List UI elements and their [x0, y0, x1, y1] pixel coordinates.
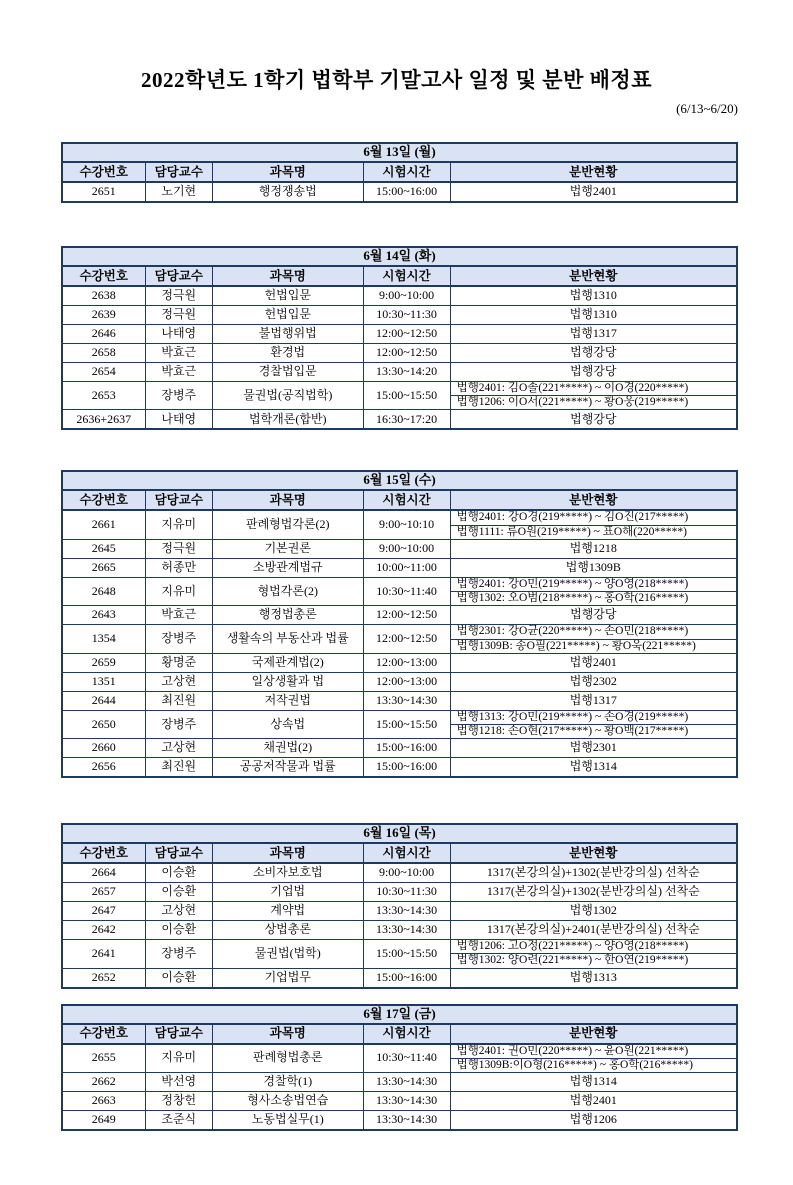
- exam-table-day-1: [61, 142, 738, 203]
- professor-cell: 최진원: [145, 691, 213, 710]
- exam-time-cell: 12:00~13:00: [363, 672, 450, 691]
- course-code-cell: 2658: [62, 344, 145, 363]
- course-code-cell: 2652: [62, 968, 145, 988]
- assignment-cell: 법행2401: [450, 653, 737, 672]
- exam-row: [62, 1073, 737, 1092]
- assignment-cell: 법행1302: 양O련(221*****) ~ 한O연(219*****): [450, 954, 737, 968]
- exam-row: [62, 344, 737, 363]
- assignment-cell: 법행1111: 류O원(219*****) ~ 표O해(220*****): [450, 525, 737, 539]
- professor-cell: 장병주: [145, 940, 213, 968]
- subject-cell: 행정법총론: [213, 606, 364, 625]
- exam-time-cell: 10:30~11:40: [363, 1044, 450, 1073]
- professor-cell: 정극원: [145, 539, 213, 558]
- column-header-1: 수강번호: [62, 162, 145, 182]
- exam-time-cell: 15:00~16:00: [363, 182, 450, 202]
- assignment-cell: 법행1317: [450, 325, 737, 344]
- exam-row: [62, 577, 737, 591]
- professor-cell: 지유미: [145, 577, 213, 605]
- subject-cell: 상속법: [213, 710, 364, 738]
- exam-time-cell: 15:00~15:50: [363, 940, 450, 968]
- exam-row: [62, 921, 737, 940]
- column-header-4: 시험시간: [363, 843, 450, 863]
- exam-row: [62, 940, 737, 954]
- assignment-cell: 법행1218: 손O현(217*****) ~ 황O백(217*****): [450, 724, 737, 738]
- professor-cell: 장병주: [145, 710, 213, 738]
- professor-cell: 박효근: [145, 606, 213, 625]
- exam-time-cell: 13:30~14:30: [363, 691, 450, 710]
- exam-time-cell: 10:30~11:30: [363, 883, 450, 902]
- professor-cell: 이승환: [145, 921, 213, 940]
- day-title: 6월 16일 (목): [62, 824, 737, 843]
- assignment-cell: 법행강당: [450, 606, 737, 625]
- subject-cell: 헌법입문: [213, 306, 364, 325]
- exam-time-cell: 13:30~14:30: [363, 1073, 450, 1092]
- professor-cell: 박선영: [145, 1073, 213, 1092]
- exam-row: [62, 606, 737, 625]
- column-header-2: 담당교수: [145, 162, 213, 182]
- course-code-cell: 2644: [62, 691, 145, 710]
- exam-time-cell: 12:00~12:50: [363, 606, 450, 625]
- assignment-cell: 1317(본강의실)+1302(분반강의실) 선착순: [450, 883, 737, 902]
- exam-time-cell: 13:30~14:30: [363, 1111, 450, 1131]
- assignment-cell: 법행1314: [450, 758, 737, 778]
- assignment-cell: 법행1310: [450, 286, 737, 306]
- subject-cell: 행정쟁송법: [213, 182, 364, 202]
- exam-row: [62, 863, 737, 883]
- course-code-cell: 2651: [62, 182, 145, 202]
- column-header-4: 시험시간: [363, 266, 450, 286]
- schedule-tables: [61, 142, 738, 1131]
- subject-cell: 법학개론(합반): [213, 410, 364, 430]
- course-code-cell: 2643: [62, 606, 145, 625]
- assignment-cell: 법행1206: 이O서(221*****) ~ 황O웅(219*****): [450, 396, 737, 410]
- exam-table-day-3: [61, 470, 738, 778]
- column-header-5: 분반현황: [450, 162, 737, 182]
- assignment-cell: 법행1309B:이O형(216*****) ~ 홍O학(216*****): [450, 1058, 737, 1072]
- column-header-4: 시험시간: [363, 1024, 450, 1044]
- exam-time-cell: 12:00~13:00: [363, 653, 450, 672]
- column-header-5: 분반현황: [450, 843, 737, 863]
- course-code-cell: 1351: [62, 672, 145, 691]
- professor-cell: 정극원: [145, 286, 213, 306]
- course-code-cell: 2636+2637: [62, 410, 145, 430]
- exam-row: [62, 182, 737, 202]
- subject-cell: 국제관계법(2): [213, 653, 364, 672]
- course-code-cell: 2654: [62, 363, 145, 382]
- course-code-cell: 2641: [62, 940, 145, 968]
- column-header-row: [62, 1024, 737, 1044]
- day-title-row: [62, 247, 737, 266]
- date-range-label: (6/13~6/20): [676, 101, 738, 116]
- exam-row: [62, 286, 737, 306]
- course-code-cell: 2647: [62, 902, 145, 921]
- day-title: 6월 15일 (수): [62, 471, 737, 490]
- subject-cell: 기업법: [213, 883, 364, 902]
- subject-cell: 기업법무: [213, 968, 364, 988]
- exam-time-cell: 15:00~16:00: [363, 968, 450, 988]
- exam-time-cell: 10:00~11:00: [363, 558, 450, 577]
- professor-cell: 최진원: [145, 758, 213, 778]
- exam-time-cell: 15:00~15:50: [363, 382, 450, 410]
- assignment-cell: 법행2401: 김O솔(221*****) ~ 이O경(220*****): [450, 382, 737, 396]
- day-title-row: [62, 471, 737, 490]
- course-code-cell: 2649: [62, 1111, 145, 1131]
- professor-cell: 나태영: [145, 410, 213, 430]
- exam-row: [62, 558, 737, 577]
- assignment-cell: 법행1302: 오O범(218*****) ~ 홍O학(216*****): [450, 592, 737, 606]
- exam-row: [62, 1092, 737, 1111]
- subject-cell: 불법행위법: [213, 325, 364, 344]
- assignment-cell: 법행1309B: [450, 558, 737, 577]
- column-header-row: [62, 843, 737, 863]
- exam-row: [62, 539, 737, 558]
- professor-cell: 나태영: [145, 325, 213, 344]
- exam-time-cell: 9:00~10:00: [363, 539, 450, 558]
- exam-row: [62, 672, 737, 691]
- exam-time-cell: 12:00~12:50: [363, 325, 450, 344]
- column-header-row: [62, 162, 737, 182]
- subject-cell: 물권법(법학): [213, 940, 364, 968]
- exam-row: [62, 325, 737, 344]
- professor-cell: 조준식: [145, 1111, 213, 1131]
- assignment-cell: 법행1302: [450, 902, 737, 921]
- course-code-cell: 2648: [62, 577, 145, 605]
- assignment-cell: 법행강당: [450, 363, 737, 382]
- assignment-cell: 법행강당: [450, 410, 737, 430]
- column-header-2: 담당교수: [145, 266, 213, 286]
- exam-row: [62, 363, 737, 382]
- course-code-cell: 2656: [62, 758, 145, 778]
- assignment-cell: 법행2302: [450, 672, 737, 691]
- assignment-cell: 법행1309B: 송O필(221*****) ~ 황O욱(221*****): [450, 639, 737, 653]
- column-header-1: 수강번호: [62, 1024, 145, 1044]
- exam-row: [62, 653, 737, 672]
- subject-cell: 판례형법각론(2): [213, 510, 364, 539]
- subject-cell: 공공저작물과 법률: [213, 758, 364, 778]
- course-code-cell: 2653: [62, 382, 145, 410]
- column-header-5: 분반현황: [450, 1024, 737, 1044]
- column-header-2: 담당교수: [145, 843, 213, 863]
- assignment-cell: 법행1206: 고O정(221*****) ~ 양O영(218*****): [450, 940, 737, 954]
- course-code-cell: 2663: [62, 1092, 145, 1111]
- exam-row: [62, 902, 737, 921]
- subject-cell: 환경법: [213, 344, 364, 363]
- exam-table-day-4: [61, 823, 738, 988]
- assignment-cell: 법행1218: [450, 539, 737, 558]
- exam-row: [62, 510, 737, 525]
- professor-cell: 장병주: [145, 382, 213, 410]
- exam-time-cell: 9:00~10:10: [363, 510, 450, 539]
- subject-cell: 일상생활과 법: [213, 672, 364, 691]
- subject-cell: 판례형법총론: [213, 1044, 364, 1073]
- day-title-row: [62, 143, 737, 162]
- column-header-2: 담당교수: [145, 490, 213, 510]
- column-header-3: 과목명: [213, 1024, 364, 1044]
- course-code-cell: 2662: [62, 1073, 145, 1092]
- exam-row: [62, 1111, 737, 1131]
- exam-time-cell: 9:00~10:00: [363, 863, 450, 883]
- course-code-cell: 2639: [62, 306, 145, 325]
- column-header-row: [62, 266, 737, 286]
- assignment-cell: 1317(본강의실)+1302(분반강의실) 선착순: [450, 863, 737, 883]
- column-header-1: 수강번호: [62, 490, 145, 510]
- exam-table-day-5: [61, 1004, 738, 1131]
- exam-row: [62, 1044, 737, 1059]
- subject-cell: 저작권법: [213, 691, 364, 710]
- assignment-cell: 법행2401: [450, 1092, 737, 1111]
- assignment-cell: 법행1314: [450, 1073, 737, 1092]
- course-code-cell: 2655: [62, 1044, 145, 1073]
- professor-cell: 정창헌: [145, 1092, 213, 1111]
- assignment-cell: 법행2401: [450, 182, 737, 202]
- exam-time-cell: 16:30~17:20: [363, 410, 450, 430]
- assignment-cell: 법행1313: [450, 968, 737, 988]
- subject-cell: 경찰법입문: [213, 363, 364, 382]
- exam-time-cell: 15:00~16:00: [363, 758, 450, 778]
- course-code-cell: 2665: [62, 558, 145, 577]
- assignment-cell: 법행1310: [450, 306, 737, 325]
- exam-row: [62, 710, 737, 724]
- subject-cell: 상법총론: [213, 921, 364, 940]
- subject-cell: 헌법입문: [213, 286, 364, 306]
- subject-cell: 노동법실무(1): [213, 1111, 364, 1131]
- column-header-row: [62, 490, 737, 510]
- exam-time-cell: 15:00~16:00: [363, 739, 450, 758]
- exam-row: [62, 968, 737, 988]
- professor-cell: 지유미: [145, 510, 213, 539]
- assignment-cell: 법행강당: [450, 344, 737, 363]
- subject-cell: 형법각론(2): [213, 577, 364, 605]
- exam-row: [62, 625, 737, 639]
- course-code-cell: 2645: [62, 539, 145, 558]
- exam-time-cell: 9:00~10:00: [363, 286, 450, 306]
- subject-cell: 물권법(공직법학): [213, 382, 364, 410]
- professor-cell: 이승환: [145, 883, 213, 902]
- course-code-cell: 2642: [62, 921, 145, 940]
- column-header-4: 시험시간: [363, 490, 450, 510]
- subject-cell: 소비자보호법: [213, 863, 364, 883]
- subject-cell: 계약법: [213, 902, 364, 921]
- column-header-3: 과목명: [213, 162, 364, 182]
- column-header-2: 담당교수: [145, 1024, 213, 1044]
- exam-table-day-2: [61, 246, 738, 430]
- assignment-cell: 법행2401: 강O경(219*****) ~ 김O진(217*****): [450, 510, 737, 525]
- exam-row: [62, 382, 737, 396]
- assignment-cell: 법행2301: [450, 739, 737, 758]
- column-header-3: 과목명: [213, 266, 364, 286]
- professor-cell: 이승환: [145, 968, 213, 988]
- subject-cell: 생활속의 부동산과 법률: [213, 625, 364, 653]
- exam-time-cell: 13:30~14:20: [363, 363, 450, 382]
- professor-cell: 허종만: [145, 558, 213, 577]
- course-code-cell: 2638: [62, 286, 145, 306]
- subject-cell: 기본권론: [213, 539, 364, 558]
- assignment-cell: 법행1313: 강O민(219*****) ~ 손O경(219*****): [450, 710, 737, 724]
- exam-schedule-document: [0, 64, 793, 1131]
- subject-cell: 경찰학(1): [213, 1073, 364, 1092]
- column-header-1: 수강번호: [62, 843, 145, 863]
- course-code-cell: 2660: [62, 739, 145, 758]
- subject-cell: 채권법(2): [213, 739, 364, 758]
- professor-cell: 박효근: [145, 363, 213, 382]
- column-header-4: 시험시간: [363, 162, 450, 182]
- exam-time-cell: 13:30~14:30: [363, 902, 450, 921]
- professor-cell: 정극원: [145, 306, 213, 325]
- professor-cell: 박효근: [145, 344, 213, 363]
- professor-cell: 고상현: [145, 672, 213, 691]
- course-code-cell: 2657: [62, 883, 145, 902]
- exam-row: [62, 306, 737, 325]
- exam-time-cell: 10:30~11:30: [363, 306, 450, 325]
- exam-time-cell: 15:00~15:50: [363, 710, 450, 738]
- course-code-cell: 2661: [62, 510, 145, 539]
- professor-cell: 이승환: [145, 863, 213, 883]
- exam-row: [62, 739, 737, 758]
- course-code-cell: 2659: [62, 653, 145, 672]
- exam-row: [62, 410, 737, 430]
- column-header-5: 분반현황: [450, 266, 737, 286]
- professor-cell: 고상현: [145, 739, 213, 758]
- day-title: 6월 17일 (금): [62, 1005, 737, 1024]
- exam-row: [62, 758, 737, 778]
- day-title-row: [62, 1005, 737, 1024]
- page-title: 2022학년도 1학기 법학부 기말고사 일정 및 분반 배정표: [141, 68, 652, 92]
- course-code-cell: 1354: [62, 625, 145, 653]
- exam-row: [62, 691, 737, 710]
- day-title-row: [62, 824, 737, 843]
- day-title: 6월 14일 (화): [62, 247, 737, 266]
- professor-cell: 황명준: [145, 653, 213, 672]
- column-header-3: 과목명: [213, 843, 364, 863]
- day-title: 6월 13일 (월): [62, 143, 737, 162]
- professor-cell: 장병주: [145, 625, 213, 653]
- column-header-1: 수강번호: [62, 266, 145, 286]
- exam-time-cell: 12:00~12:50: [363, 625, 450, 653]
- assignment-cell: 법행2401: 권O민(220*****) ~ 윤O원(221*****): [450, 1044, 737, 1059]
- course-code-cell: 2664: [62, 863, 145, 883]
- column-header-3: 과목명: [213, 490, 364, 510]
- exam-time-cell: 10:30~11:40: [363, 577, 450, 605]
- exam-time-cell: 12:00~12:50: [363, 344, 450, 363]
- assignment-cell: 1317(본강의실)+2401(분반강의실) 선착순: [450, 921, 737, 940]
- course-code-cell: 2646: [62, 325, 145, 344]
- assignment-cell: 법행2301: 강O균(220*****) ~ 손O민(218*****): [450, 625, 737, 639]
- course-code-cell: 2650: [62, 710, 145, 738]
- exam-time-cell: 13:30~14:30: [363, 1092, 450, 1111]
- assignment-cell: 법행1206: [450, 1111, 737, 1131]
- subject-cell: 소방관계법규: [213, 558, 364, 577]
- subject-cell: 형사소송법연습: [213, 1092, 364, 1111]
- column-header-5: 분반현황: [450, 490, 737, 510]
- exam-row: [62, 883, 737, 902]
- assignment-cell: 법행1317: [450, 691, 737, 710]
- professor-cell: 고상현: [145, 902, 213, 921]
- assignment-cell: 법행2401: 강O민(219*****) ~ 양O영(218*****): [450, 577, 737, 591]
- professor-cell: 지유미: [145, 1044, 213, 1073]
- exam-time-cell: 13:30~14:30: [363, 921, 450, 940]
- professor-cell: 노기현: [145, 182, 213, 202]
